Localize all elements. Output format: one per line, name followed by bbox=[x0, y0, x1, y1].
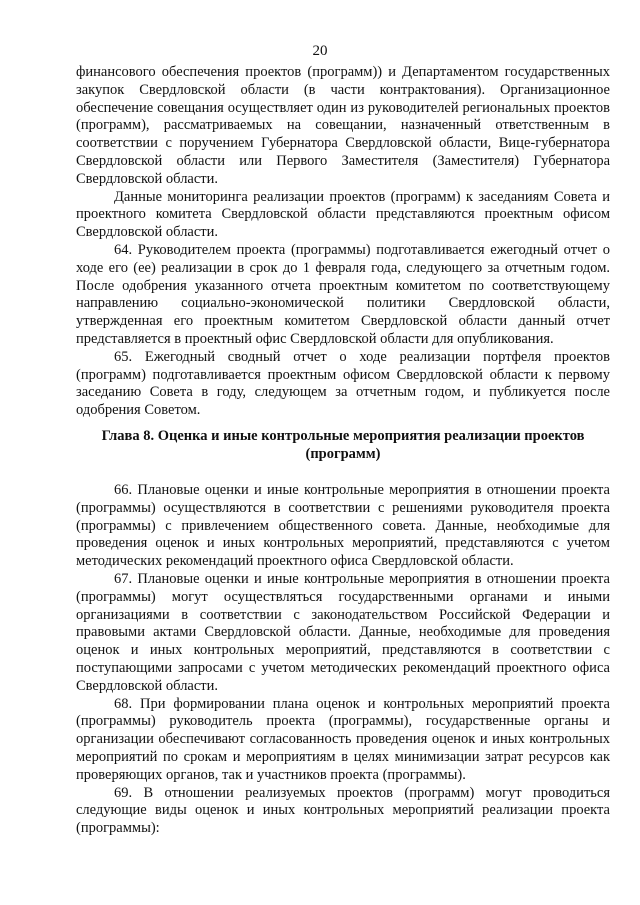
text-block-bottom bbox=[76, 482, 610, 838]
paragraph-64: 64. Руководителем проекта (программы) подготавливается ежегодный отчет о ходе его (ее) реализации в срок до 1 февраля года, следующего за отчетным годом. После одобрения указанного отчета проектным комитетом по соответствующему направлению социально-экономической политики Свердловской области, утвержденная его проектным комитетом Свердловской области данный отчет представляется в проектный офис Свердловской области для опубликования. bbox=[76, 241, 610, 347]
paragraph-continuation: финансового обеспечения проектов (программ)) и Департаментом государственных закупок Свердловской области (в части контрактования). Организационное обеспечение совещания осуществляет один из руководителей региональных проектов (программ), рассматриваемых на совещании, назначенный ответственным в соответствии с поручением Губернатора Свердловской области, Вице-губернатора Свердловской области или Первого Заместителя (Заместителя) Губернатора Свердловской области. bbox=[76, 64, 610, 187]
paragraph-69: 69. В отношении реализуемых проектов (программ) могут проводиться следующие виды оценок и иных контрольных мероприятий реализации проекта (программы): bbox=[76, 784, 610, 837]
text-block-top bbox=[76, 64, 610, 420]
paragraph-67: 67. Плановые оценки и иные контрольные мероприятия в отношении проекта (программы) могут осуществляться государственными органами и иными организациями в соответствии с законодательством Российской Федерации и правовыми актами Свердловской области. Данные, необходимые для проведения оценок и иных контрольных мероприятий, представляются в соответствии с поступающими запросами с учетом методических рекомендаций проектного офиса Свердловской области. bbox=[76, 570, 610, 694]
paragraph-66: 66. Плановые оценки и иные контрольные мероприятия в отношении проекта (программы) осуществляются в соответствии с решениями руководителя проекта (программы) с привлечением общественного совета. Данные, необходимые для проведения оценок и иных контрольных мероприятий, представляются с учетом методических рекомендаций проектного офиса Свердловской области. bbox=[76, 482, 610, 570]
paragraph-monitoring: Данные мониторинга реализации проектов (программ) к заседаниям Совета и проектного комитета Свердловской области представляются проектным офисом Свердловской области. bbox=[76, 188, 610, 241]
paragraph-68: 68. При формировании плана оценок и контрольных мероприятий проекта (программы) руководитель проекта (программы), государственные органы и организации обеспечивают согласованность проведения оценок и иных контрольных мероприятий по срокам и мероприятиям в целях минимизации затрат ресурсов как проверяющих органов, так и участников проекта (программы). bbox=[76, 695, 610, 783]
paragraph-65: 65. Ежегодный сводный отчет о ходе реализации портфеля проектов (программ) подготавливается проектным офисом Свердловской области к первому заседанию Совета в году, следующем за отчетным годом, и публикуется после одобрения Советом. bbox=[76, 348, 610, 419]
chapter-heading: Глава 8. Оценка и иные контрольные мероприятия реализации проектов (программ) bbox=[101, 428, 585, 462]
page-number: 20 bbox=[312, 43, 328, 59]
